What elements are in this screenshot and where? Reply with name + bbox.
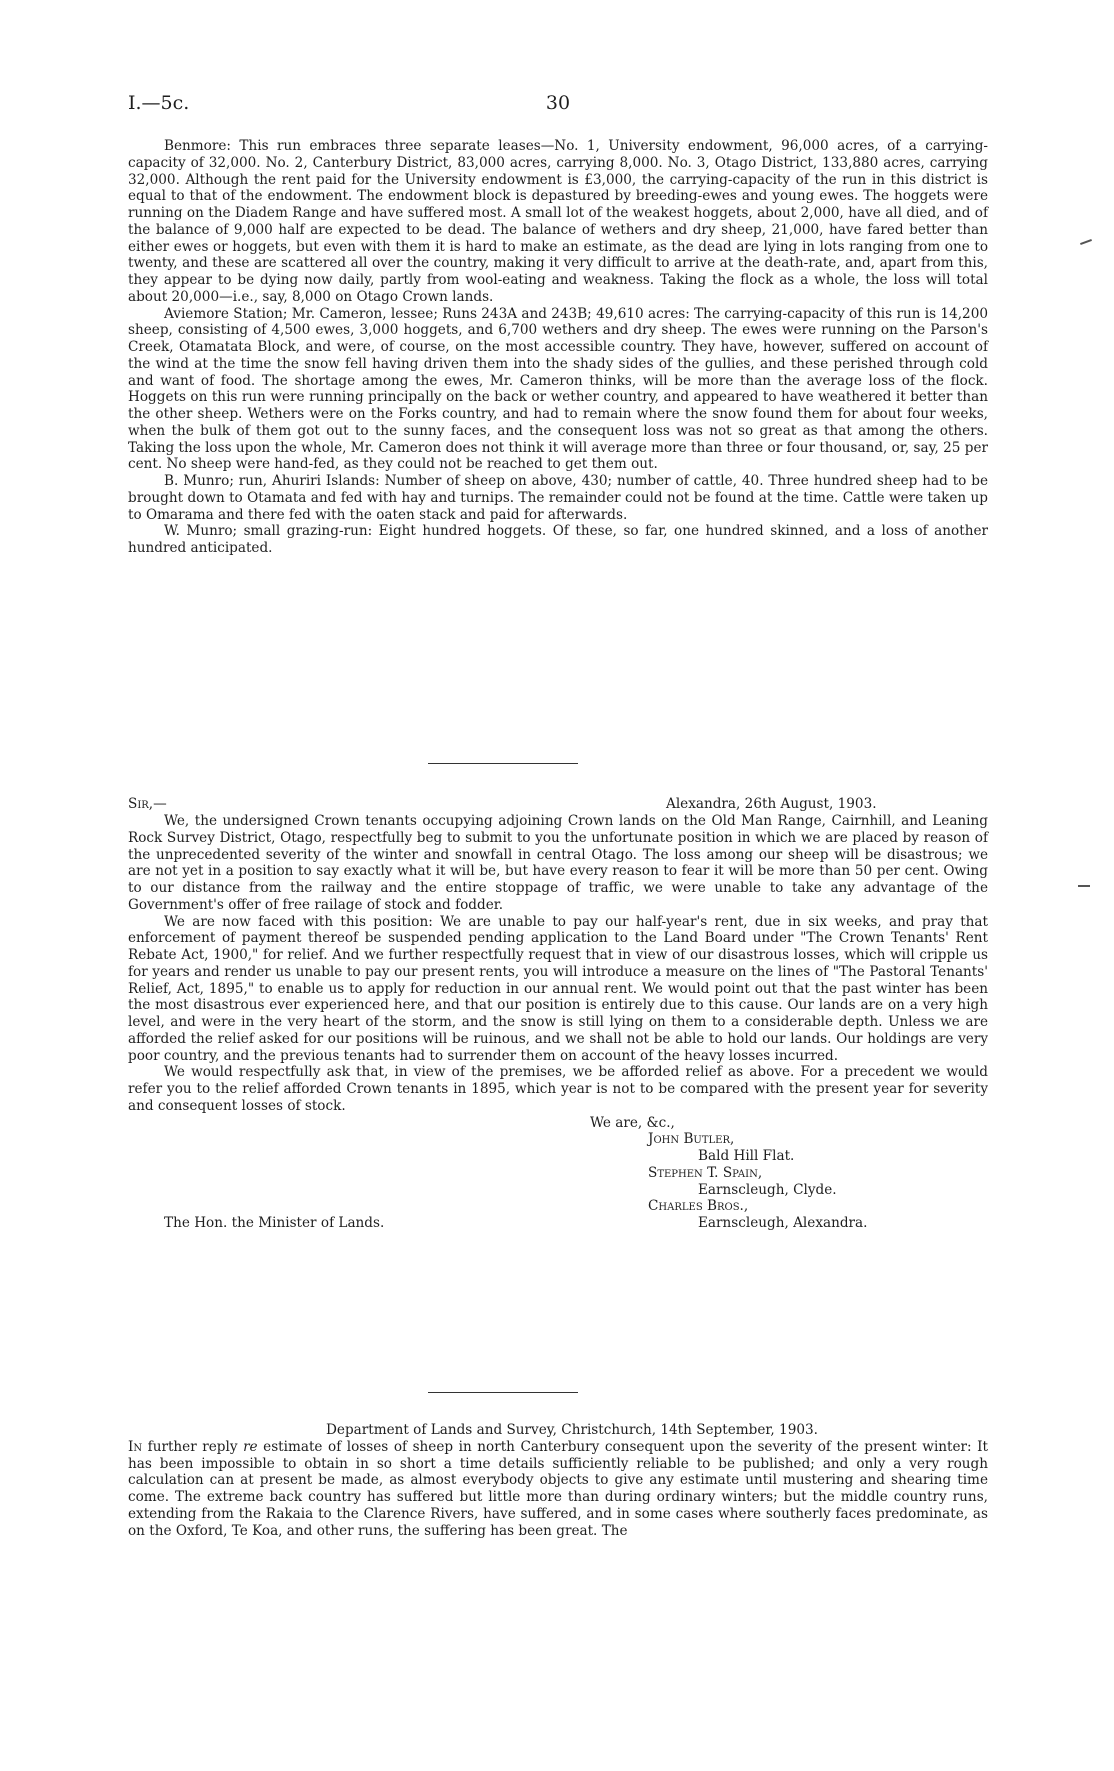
letter-paragraph: We are now faced with this position: We are unable to pay our half-year's rent, due in six weeks, and pray that enforcement of payment thereof be suspended pending application to the Land Board under "The Crown Tenants' Rent Rebate Act, 1900," for relief. And we further respectfully request that in view of our disastrous losses, which will cripple us for years and render us unable to pay our present rents, you will introduce a measure on the lines of "The Pastoral Tenants' Relief, Act, 1895," to enable us to apply for reduction in our annual rent. We would point out that the past winter has been the most disastrous ever experienced here, and that our position is entirely due to this cause. Our lands are on a very high level, and were in the very heart of the storm, and the snow is still lying on them to a considerable depth. Unless we are afforded the relief asked for our positions will be ruinous, and we shall not be able to hold our lands. Our holdings are very poor country, and the previous tenants had to surrender them on account of the heavy losses incurred. [128, 913, 988, 1064]
paragraph-aviemore: Aviemore Station; Mr. Cameron, lessee; Runs 243A and 243B; 49,610 acres: The carrying-capacity of this run is 14,200 sheep, consisting of 4,500 ewes, 3,000 hoggets, and 6,700 wethers and dry sheep. The ewes were running on the Parson's Creek, Otamatata Block, and were, of course, on the most accessible country. They have, however, suffered on account of the wind at the time the snow fell having driven them into the shady sides of the gullies, and these perished through cold and want of food. The shortage among the ewes, Mr. Cameron thinks, will be more than the average loss of the flock. Hoggets on this run were running principally on the back or wether country, and appeared to have weathered it better than the other sheep. Wethers were on the Forks country, and had to remain where the snow found them for about four weeks, when the bulk of them got out to the sunny faces, and the consequent loss was not so great as that among the others. Taking the loss upon the whole, Mr. Cameron does not think it will average more than three or four thousand, or, say, 25 per cent. No sheep were hand-fed, as they could not be reached to get them out. [128, 305, 988, 473]
paragraph-w-munro: W. Munro; small grazing-run: Eight hundred hoggets. Of these, so far, one hundred skinned, and a loss of another hundred anticipated. [128, 523, 988, 556]
reply-text: estimate of losses of sheep in north Canterbury consequent upon the severity of the present winter: It has been impossible to obtain in so short a time details sufficiently reliable to be published; and only a very rough calculation can at present be made, as almost everybody objects to give any estimate until mustering and shearing time come. The extreme back country has suffered but little more than during ordinary winters; but the middle country runs, extending from the Rakaia to the Clarence Rivers, have suffered, and in some cases where southerly faces predominate, as on the Oxford, Te Koa, and other runs, the suffering has been great. The [128, 1438, 988, 1539]
margin-mark [1078, 885, 1090, 887]
letter-heading [128, 796, 988, 813]
tenants-letter [128, 796, 988, 1232]
department-letter [128, 1422, 988, 1539]
page-header [128, 92, 988, 118]
letter-paragraph: We, the undersigned Crown tenants occupying adjoining Crown lands on the Old Man Range, Cairnhill, and Leaning Rock Survey District, Otago, respectfully beg to submit to you the unfortunate position in which we are placed by reason of the unprecedented severity of the winter and snowfall in central Otago. The loss among our sheep will be disastrous; we are not yet in a position to say exactly what it will be, but have every reason to fear it will be more than 50 per cent. Owing to our distance from the railway and the entire stoppage of traffic, we were unable to take any advantage of the Government's offer of free railage of stock and fodder. [128, 813, 988, 913]
signatory-name: John Butler, [648, 1131, 735, 1148]
section-divider [428, 1392, 578, 1393]
report-section [128, 138, 988, 557]
margin-mark [1080, 239, 1092, 245]
letter-paragraph: We would respectfully ask that, in view of the premises, we be afforded relief as above. For a precedent we would refer you to the relief afforded Crown tenants in 1895, which year is not to be compared with the present year for severity and consequent losses of stock. [128, 1064, 988, 1114]
page-number: 30 [545, 92, 571, 114]
addressee: The Hon. the Minister of Lands. [164, 1215, 385, 1231]
signatory-name: Stephen T. Spain, [648, 1164, 763, 1181]
signatory-name: Charles Bros., [648, 1198, 749, 1215]
signatory-address: Bald Hill Flat. [698, 1148, 795, 1164]
report-reference: I.—5c. [128, 92, 190, 114]
signatory-address: Earnscleugh, Clyde. [698, 1181, 837, 1198]
paragraph-b-munro: B. Munro; run, Ahuriri Islands: Number of sheep on above, 430; number of cattle, 40. Three hundred sheep had to be brought down to Otamata and fed with hay and turnips. The remainder could not be found at the time. Cattle were taken up to Omarama and there fed with the oaten stack and paid for afterwards. [128, 473, 988, 523]
letter-closing: We are, &c., [590, 1114, 675, 1131]
salutation: Sir,— [128, 796, 167, 812]
reply-text-start: further reply [142, 1438, 244, 1455]
paragraph-benmore: Benmore: This run embraces three separate leases—No. 1, University endowment, 96,000 acres, of a carrying-capacity of 32,000. No. 2, Canterbury District, 83,000 acres, carrying 8,000. No. 3, Otago District, 133,880 acres, carrying 32,000. Although the rent paid for the University endowment is £3,000, the carrying-capacity of the run in this district is equal to that of the endowment. The endowment block is depastured by breeding-ewes and young ewes. The hoggets were running on the Diadem Range and have suffered most. A small lot of the weakest hoggets, about 2,000, have all died, and of the balance of 9,000 half are expected to be dead. The balance of wethers and dry sheep, 21,000, have fared better than either ewes or hoggets, but even with them it is hard to make an estimate, as the dead are lying in lots ranging from one to twenty, and these are scattered all over the country, making it very difficult to arrive at the death-rate, and, apart from this, they appear to be dying now daily, partly from wool-eating and weakness. Taking the flock as a whole, the loss will total about 20,000—i.e., say, 8,000 on Otago Crown lands. [128, 138, 988, 305]
re-word: re [243, 1438, 258, 1455]
signatory-address: Earnscleugh, Alexandra. [698, 1215, 868, 1231]
section-divider [428, 763, 578, 764]
department-heading: Department of Lands and Survey, Christchurch, 14th September, 1903. [326, 1422, 818, 1438]
department-paragraph [128, 1439, 988, 1540]
lead-word: In [128, 1438, 143, 1455]
letter-date: Alexandra, 26th August, 1903. [666, 796, 877, 812]
addressee-row [128, 1215, 988, 1232]
